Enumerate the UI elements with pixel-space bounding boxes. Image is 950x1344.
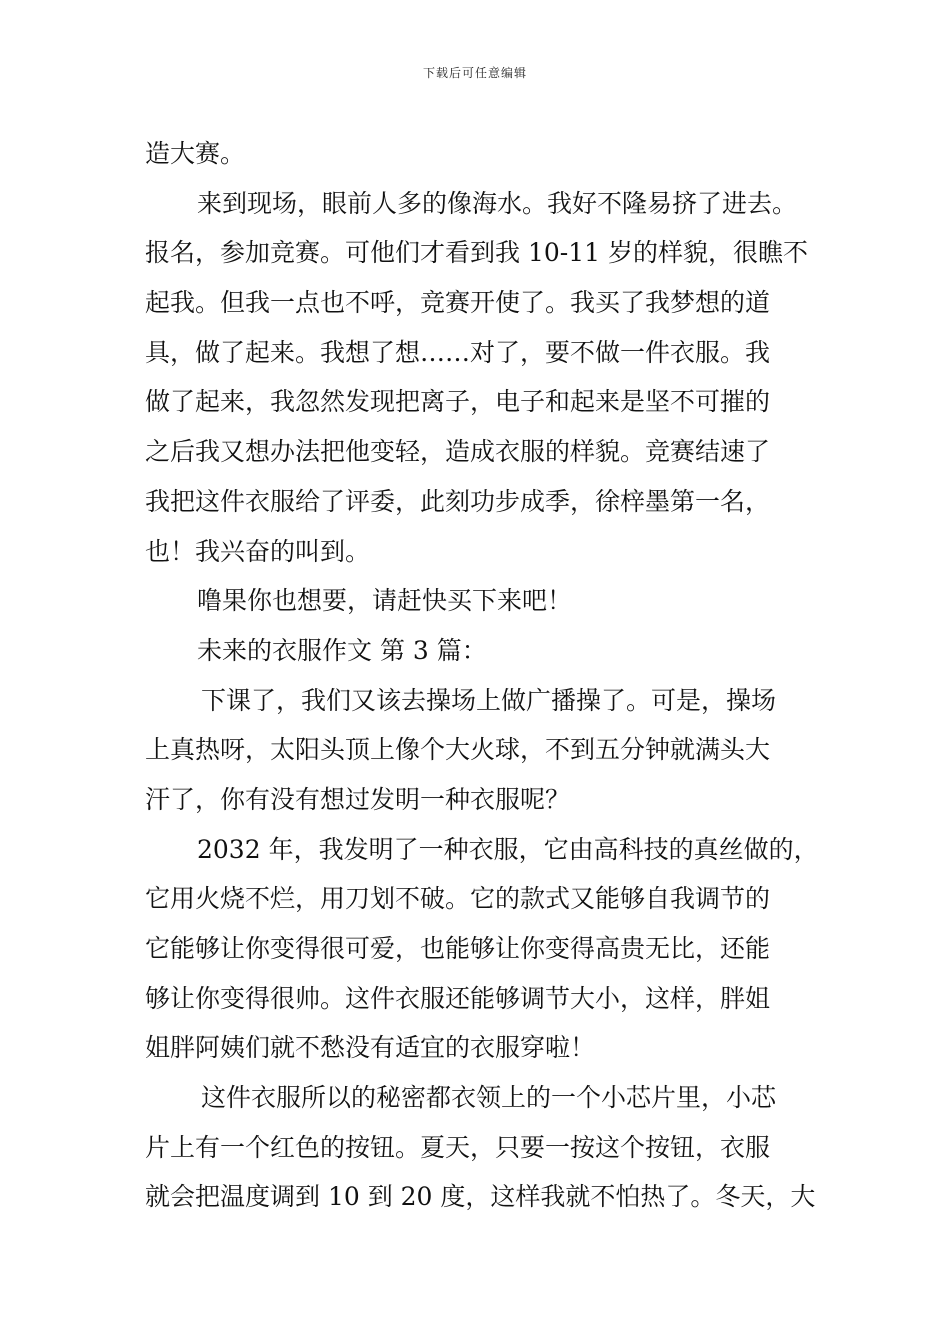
text-line: 上真热呀，太阳头顶上像个大火球，不到五分钟就满头大 (145, 735, 771, 765)
text-line: 之后我又想办法把他变轻，造成衣服的样貌。竞赛结速了 (145, 437, 771, 467)
text-line: 噜果你也想要，请赶快买下来吧！ (197, 586, 573, 616)
text-line: 它能够让你变得很可爱，也能够让你变得高贵无比，还能 (145, 934, 771, 963)
text-line: 来到现场，眼前人多的像海水。我好不隆易挤了进去。 (197, 188, 798, 218)
text-line: 够让你变得很帅。这件衣服还能够调节大小，这样，胖姐 (145, 983, 771, 1013)
page-header: 下载后可任意编辑 (422, 66, 527, 80)
document-body (145, 129, 825, 1222)
text-line: 也！我兴奋的叫到。 (145, 536, 371, 566)
text-line: 汗了，你有没有想过发明一种衣服呢？ (145, 784, 571, 814)
text-line: 下课了，我们又该去操场上做广播操了。可是，操场 (201, 685, 777, 715)
text-line: 做了起来，我忽然发现把离子，电子和起来是坚不可摧的 (145, 387, 771, 417)
text-line: 就会把温度调到 10 到 20 度，这样我就不怕热了。冬天，大 (145, 1182, 816, 1212)
text-line: 2032 年，我发明了一种衣服，它由高科技的真丝做的， (197, 834, 819, 864)
text-line: 它用火烧不烂，用刀划不破。它的款式又能够自我调节的 (145, 884, 771, 914)
text-line: 造大赛。 (145, 139, 246, 168)
text-line: 这件衣服所以的秘密都衣领上的一个小芯片里，小芯 (201, 1083, 777, 1113)
section-heading: 未来的衣服作文 第 3 篇： (197, 635, 487, 665)
text-line: 我把这件衣服给了评委，此刻功步成季，徐梓墨第一名， (145, 486, 771, 516)
text-line: 起我。但我一点也不呼，竞赛开使了。我买了我梦想的道 (145, 288, 771, 318)
text-line: 报名，参加竞赛。可他们才看到我 10-11 岁的样貌，很瞧不 (145, 238, 808, 268)
text-line: 具，做了起来。我想了想……对了，要不做一件衣服。我 (145, 337, 771, 367)
text-line: 姐胖阿姨们就不愁没有适宜的衣服穿啦！ (145, 1033, 596, 1063)
text-line: 片上有一个红色的按钮。夏天，只要一按这个按钮，衣服 (145, 1132, 771, 1162)
